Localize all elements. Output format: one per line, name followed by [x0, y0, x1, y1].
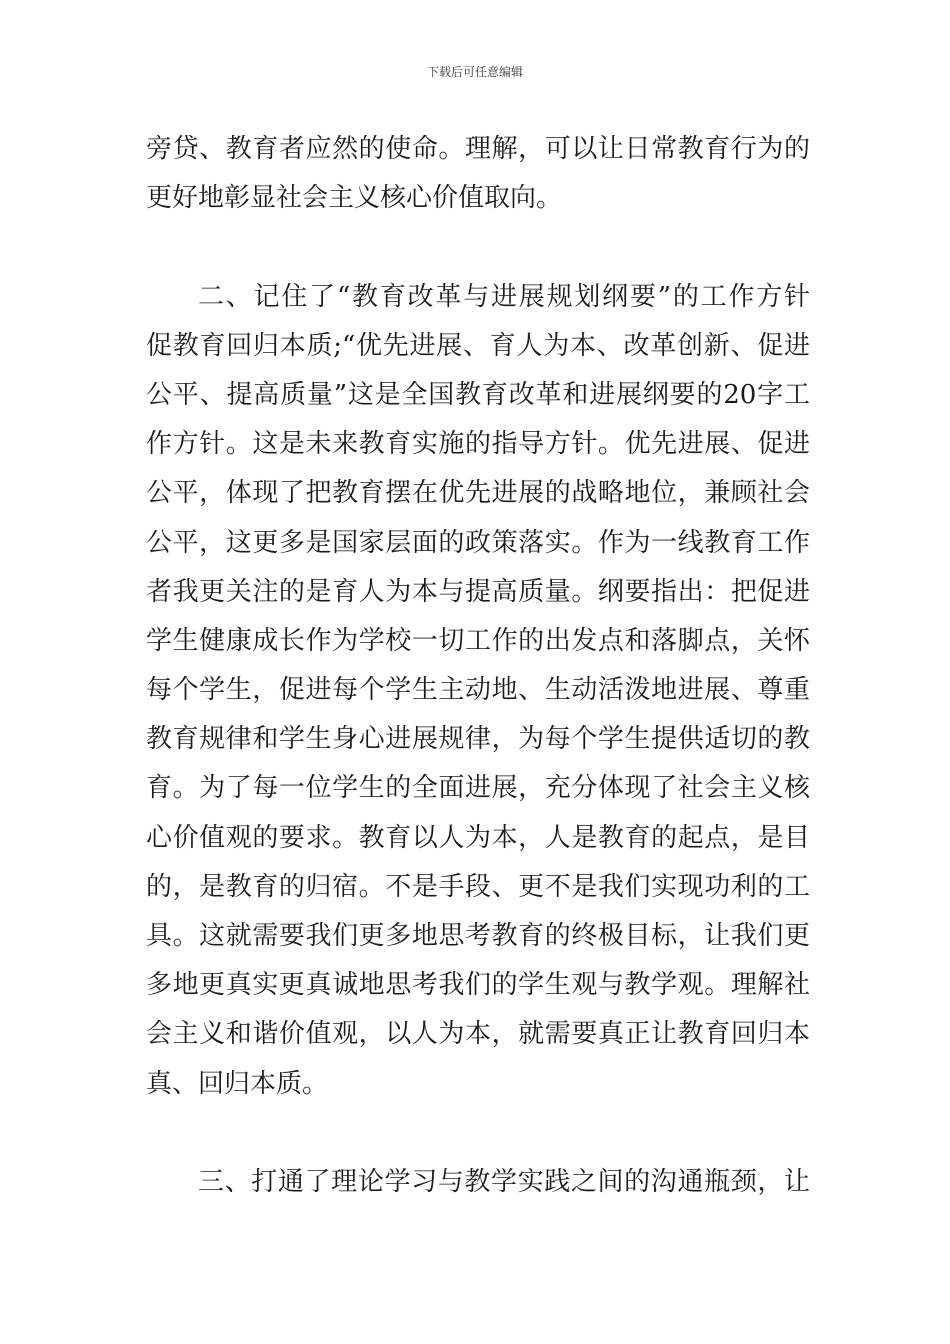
text-line: 每个学生，促进每个学生主动地、生动活泼地进展、尊重 — [146, 675, 810, 706]
text-line: 的，是教育的归宿。不是手段、更不是我们实现功利的工 — [146, 871, 810, 902]
text-line: 二、记住了“教育改革与进展规划纲要”的工作方针 — [198, 281, 810, 312]
text-line: 学生健康成长作为学校一切工作的出发点和落脚点，关怀 — [146, 625, 810, 656]
paragraph-gap — [146, 223, 810, 272]
paragraph-gap — [146, 1109, 810, 1158]
paragraph-3 — [146, 1158, 810, 1207]
paragraph-1 — [146, 125, 810, 223]
text-line: 真、回归本质。 — [146, 1068, 329, 1099]
text-line: 作方针。这是未来教育实施的指导方针。优先进展、促进 — [146, 429, 810, 460]
text-line: 多地更真实更真诚地思考我们的学生观与教学观。理解社 — [146, 970, 810, 1001]
text-line: 教育规律和学生身心进展规律，为每个学生提供适切的教 — [146, 724, 810, 755]
text-line: 具。这就需要我们更多地思考教育的终极目标，让我们更 — [146, 921, 810, 951]
document-body — [146, 125, 810, 1207]
text-line: 公平，体现了把教育摆在优先进展的战略地位，兼顾社会 — [146, 478, 810, 509]
text-line: 三、打通了理论学习与教学实践之间的沟通瓶颈，让 — [198, 1166, 810, 1197]
paragraph-2 — [146, 273, 810, 1109]
text-line: 会主义和谐价值观，以人为本，就需要真正让教育回归本 — [146, 1019, 810, 1050]
text-line: 者我更关注的是育人为本与提高质量。纲要指出：把促进 — [146, 576, 810, 607]
text-line: 旁贷、教育者应然的使命。理解，可以让日常教育行为的 — [146, 134, 810, 164]
page-header: 下载后可任意编辑 — [426, 65, 523, 79]
text-line: 心价值观的要求。教育以人为本，人是教育的起点，是目 — [146, 822, 810, 853]
text-line: 公平，这更多是国家层面的政策落实。作为一线教育工作 — [146, 527, 810, 558]
text-line: 育。为了每一位学生的全面进展，充分体现了社会主义核 — [146, 773, 810, 804]
text-line: 促教育回归本质;“优先进展、育人为本、改革创新、促进 — [146, 330, 810, 361]
text-line: 公平、提高质量”这是全国教育改革和进展纲要的20字工 — [146, 379, 810, 410]
text-line: 更好地彰显社会主义核心价值取向。 — [146, 183, 563, 214]
